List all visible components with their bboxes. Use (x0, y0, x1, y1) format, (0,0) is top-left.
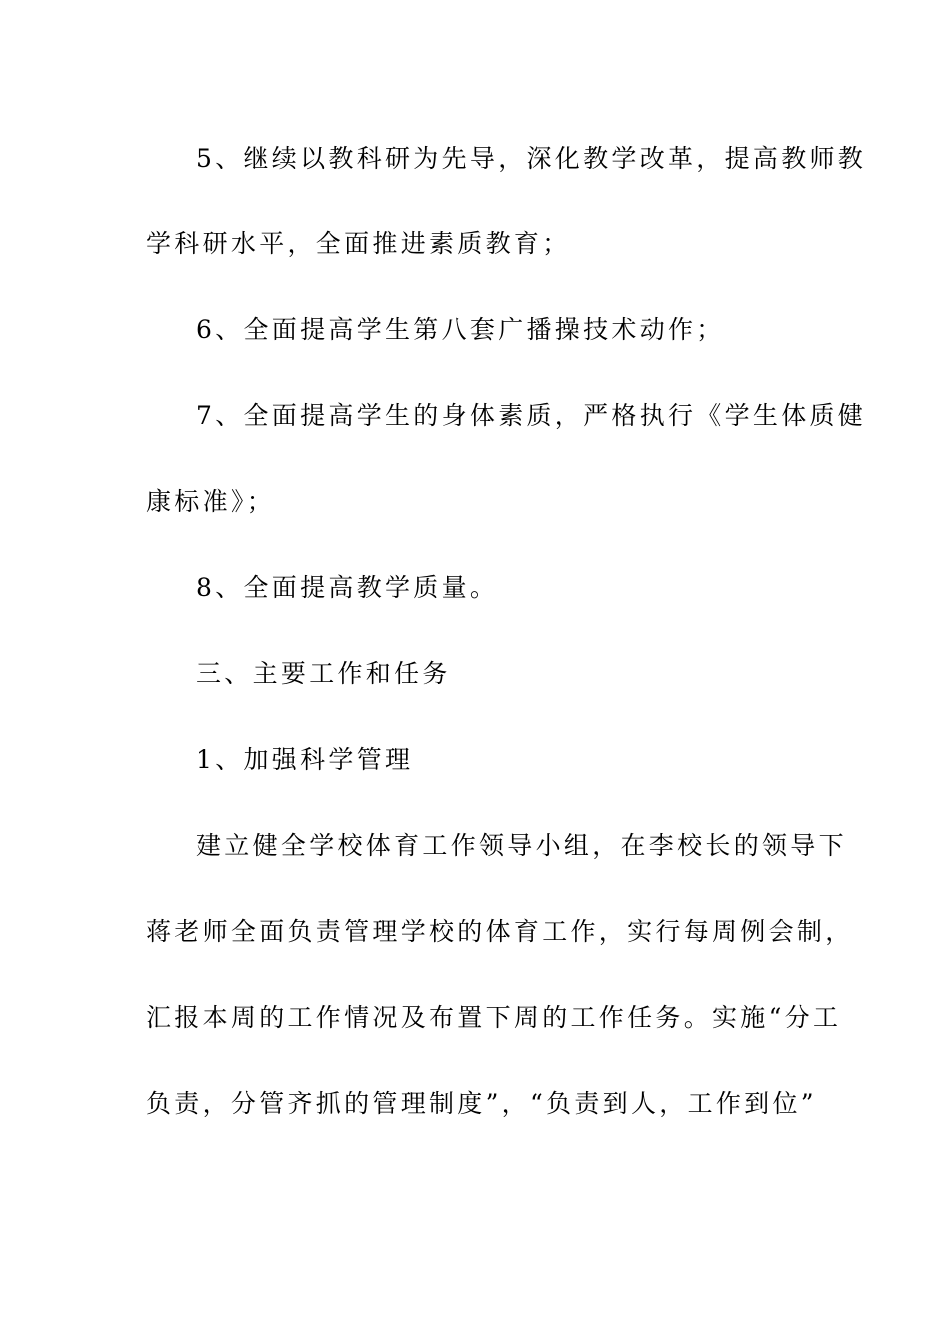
paragraph-line: 建立健全学校体育工作领导小组，在李校长的领导下 (196, 831, 847, 860)
paragraph-line: 学科研水平，全面推进素质教育； (146, 229, 571, 258)
paragraph-line: 6、全面提高学生第八套广播操技术动作； (196, 315, 725, 344)
paragraph-line: 8、全面提高教学质量。 (196, 573, 499, 602)
paragraph-line: 负责，分管齐抓的管理制度”，“负责到人，工作到位” (146, 1089, 817, 1118)
paragraph-line: 蒋老师全面负责管理学校的体育工作，实行每周例会制， (146, 917, 854, 946)
paragraph-line: 5、继续以教科研为先导，深化教学改革，提高教师教 (196, 144, 867, 173)
section-heading: 三、主要工作和任务 (196, 659, 451, 688)
paragraph-line: 康标准》； (146, 487, 276, 516)
subsection-heading: 1、加强科学管理 (196, 745, 414, 774)
paragraph-line: 7、全面提高学生的身体素质，严格执行《学生体质健 (196, 401, 867, 430)
paragraph-line: 汇报本周的工作情况及布置下周的工作任务。实施“分工 (146, 1003, 842, 1032)
